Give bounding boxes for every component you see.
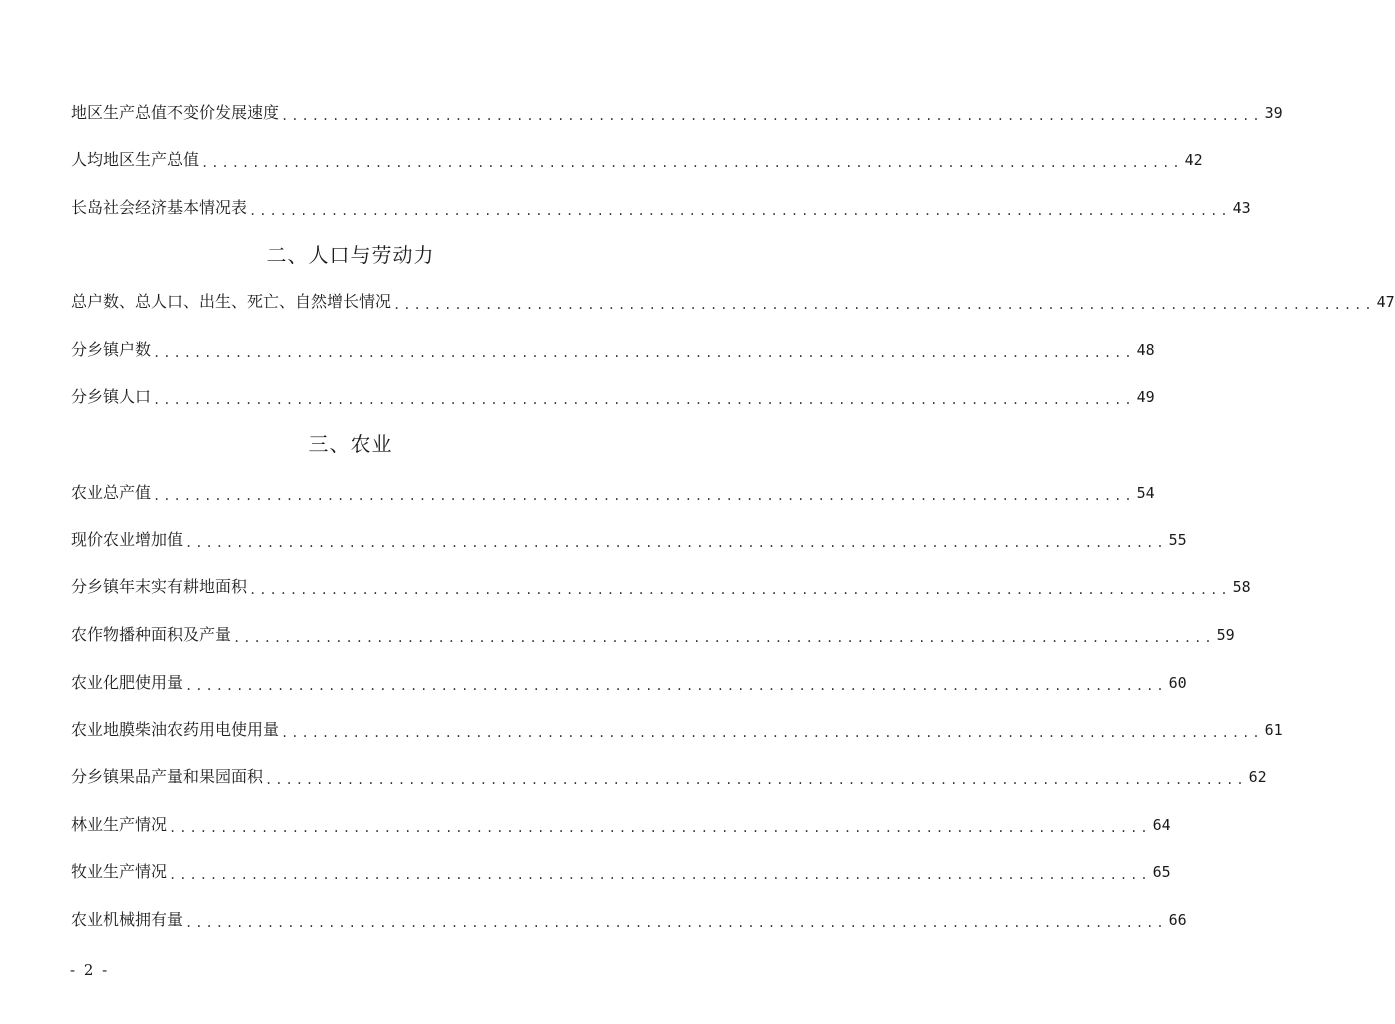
toc-entry-title: 农业化肥使用量 [71,673,184,692]
toc-entry[interactable] [71,290,1395,314]
toc-entry-title: 总户数、总人口、出生、死亡、自然增长情况 [71,292,392,311]
toc-dot-leader: ................................................................................................ [153,346,1135,360]
toc-entry-title: 农业地膜柴油农药用电使用量 [71,720,280,739]
toc-entry[interactable] [71,671,1187,695]
toc-entry-page: 47 [1376,293,1395,311]
toc-dot-leader: ................................................................................................ [185,916,1167,930]
toc-entry-page: 39 [1264,104,1283,122]
toc-dot-leader: ................................................................................................ [249,204,1231,218]
toc-entry-page: 65 [1152,863,1171,881]
toc-entry[interactable] [71,385,1155,409]
section-heading-population: 二、人口与劳动力 [266,243,435,267]
toc-entry-page: 58 [1232,578,1251,596]
toc-entry-title: 地区生产总值不变价发展速度 [71,103,280,122]
toc-entry-page: 49 [1136,388,1155,406]
toc-entry-page: 55 [1168,531,1187,549]
toc-entry-title: 农业总产值 [71,483,152,502]
toc-entry-title: 长岛社会经济基本情况表 [71,198,248,217]
toc-entry-page: 59 [1216,626,1235,644]
toc-entry-page: 48 [1136,341,1155,359]
toc-entry-page: 54 [1136,484,1155,502]
toc-entry-title: 农业机械拥有量 [71,910,184,929]
toc-entry-page: 61 [1264,721,1283,739]
toc-entry[interactable] [71,148,1203,172]
toc-entry[interactable] [71,718,1283,742]
toc-dot-leader: ................................................................................................ [249,583,1231,597]
toc-dot-leader: ................................................................................................ [169,821,1151,835]
toc-entry-title: 农作物播种面积及产量 [71,625,232,644]
toc-dot-leader: ................................................................................................ [153,393,1135,407]
toc-entry-title: 分乡镇年末实有耕地面积 [71,577,248,596]
toc-entry[interactable] [71,765,1267,789]
toc-dot-leader: ................................................................................................ [265,773,1247,787]
toc-dot-leader: ................................................................................................ [185,536,1167,550]
toc-dot-leader: ................................................................................................ [201,156,1183,170]
toc-entry[interactable] [71,338,1155,362]
toc-entry[interactable] [71,575,1251,599]
toc-dot-leader: ................................................................................................ [393,298,1375,312]
page-number: - 2 - [70,961,110,979]
toc-entry-title: 牧业生产情况 [71,862,168,881]
toc-dot-leader: ................................................................................................ [185,679,1167,693]
toc-dot-leader: ................................................................................................ [281,726,1263,740]
toc-entry-title: 现价农业增加值 [71,530,184,549]
toc-entry-page: 66 [1168,911,1187,929]
toc-entry-page: 62 [1248,768,1267,786]
toc-dot-leader: ................................................................................................ [169,868,1151,882]
section-heading-agriculture: 三、农业 [308,432,393,456]
toc-entry[interactable] [71,623,1235,647]
toc-entry[interactable] [71,481,1155,505]
toc-entry[interactable] [71,196,1251,220]
toc-entry[interactable] [71,528,1187,552]
toc-entry-page: 43 [1232,199,1251,217]
toc-entry-title: 分乡镇户数 [71,340,152,359]
toc-entry-title: 分乡镇果品产量和果园面积 [71,767,264,786]
toc-entry-title: 分乡镇人口 [71,387,152,406]
toc-entry-page: 42 [1184,151,1203,169]
toc-entry[interactable] [71,813,1171,837]
toc-entry-page: 60 [1168,674,1187,692]
toc-entry[interactable] [71,860,1171,884]
toc-entry-title: 林业生产情况 [71,815,168,834]
toc-dot-leader: ................................................................................................ [153,489,1135,503]
toc-dot-leader: ................................................................................................ [281,109,1263,123]
toc-entry[interactable] [71,908,1187,932]
toc-dot-leader: ................................................................................................ [233,631,1215,645]
toc-entry[interactable] [71,101,1283,125]
toc-entry-page: 64 [1152,816,1171,834]
toc-entry-title: 人均地区生产总值 [71,150,200,169]
